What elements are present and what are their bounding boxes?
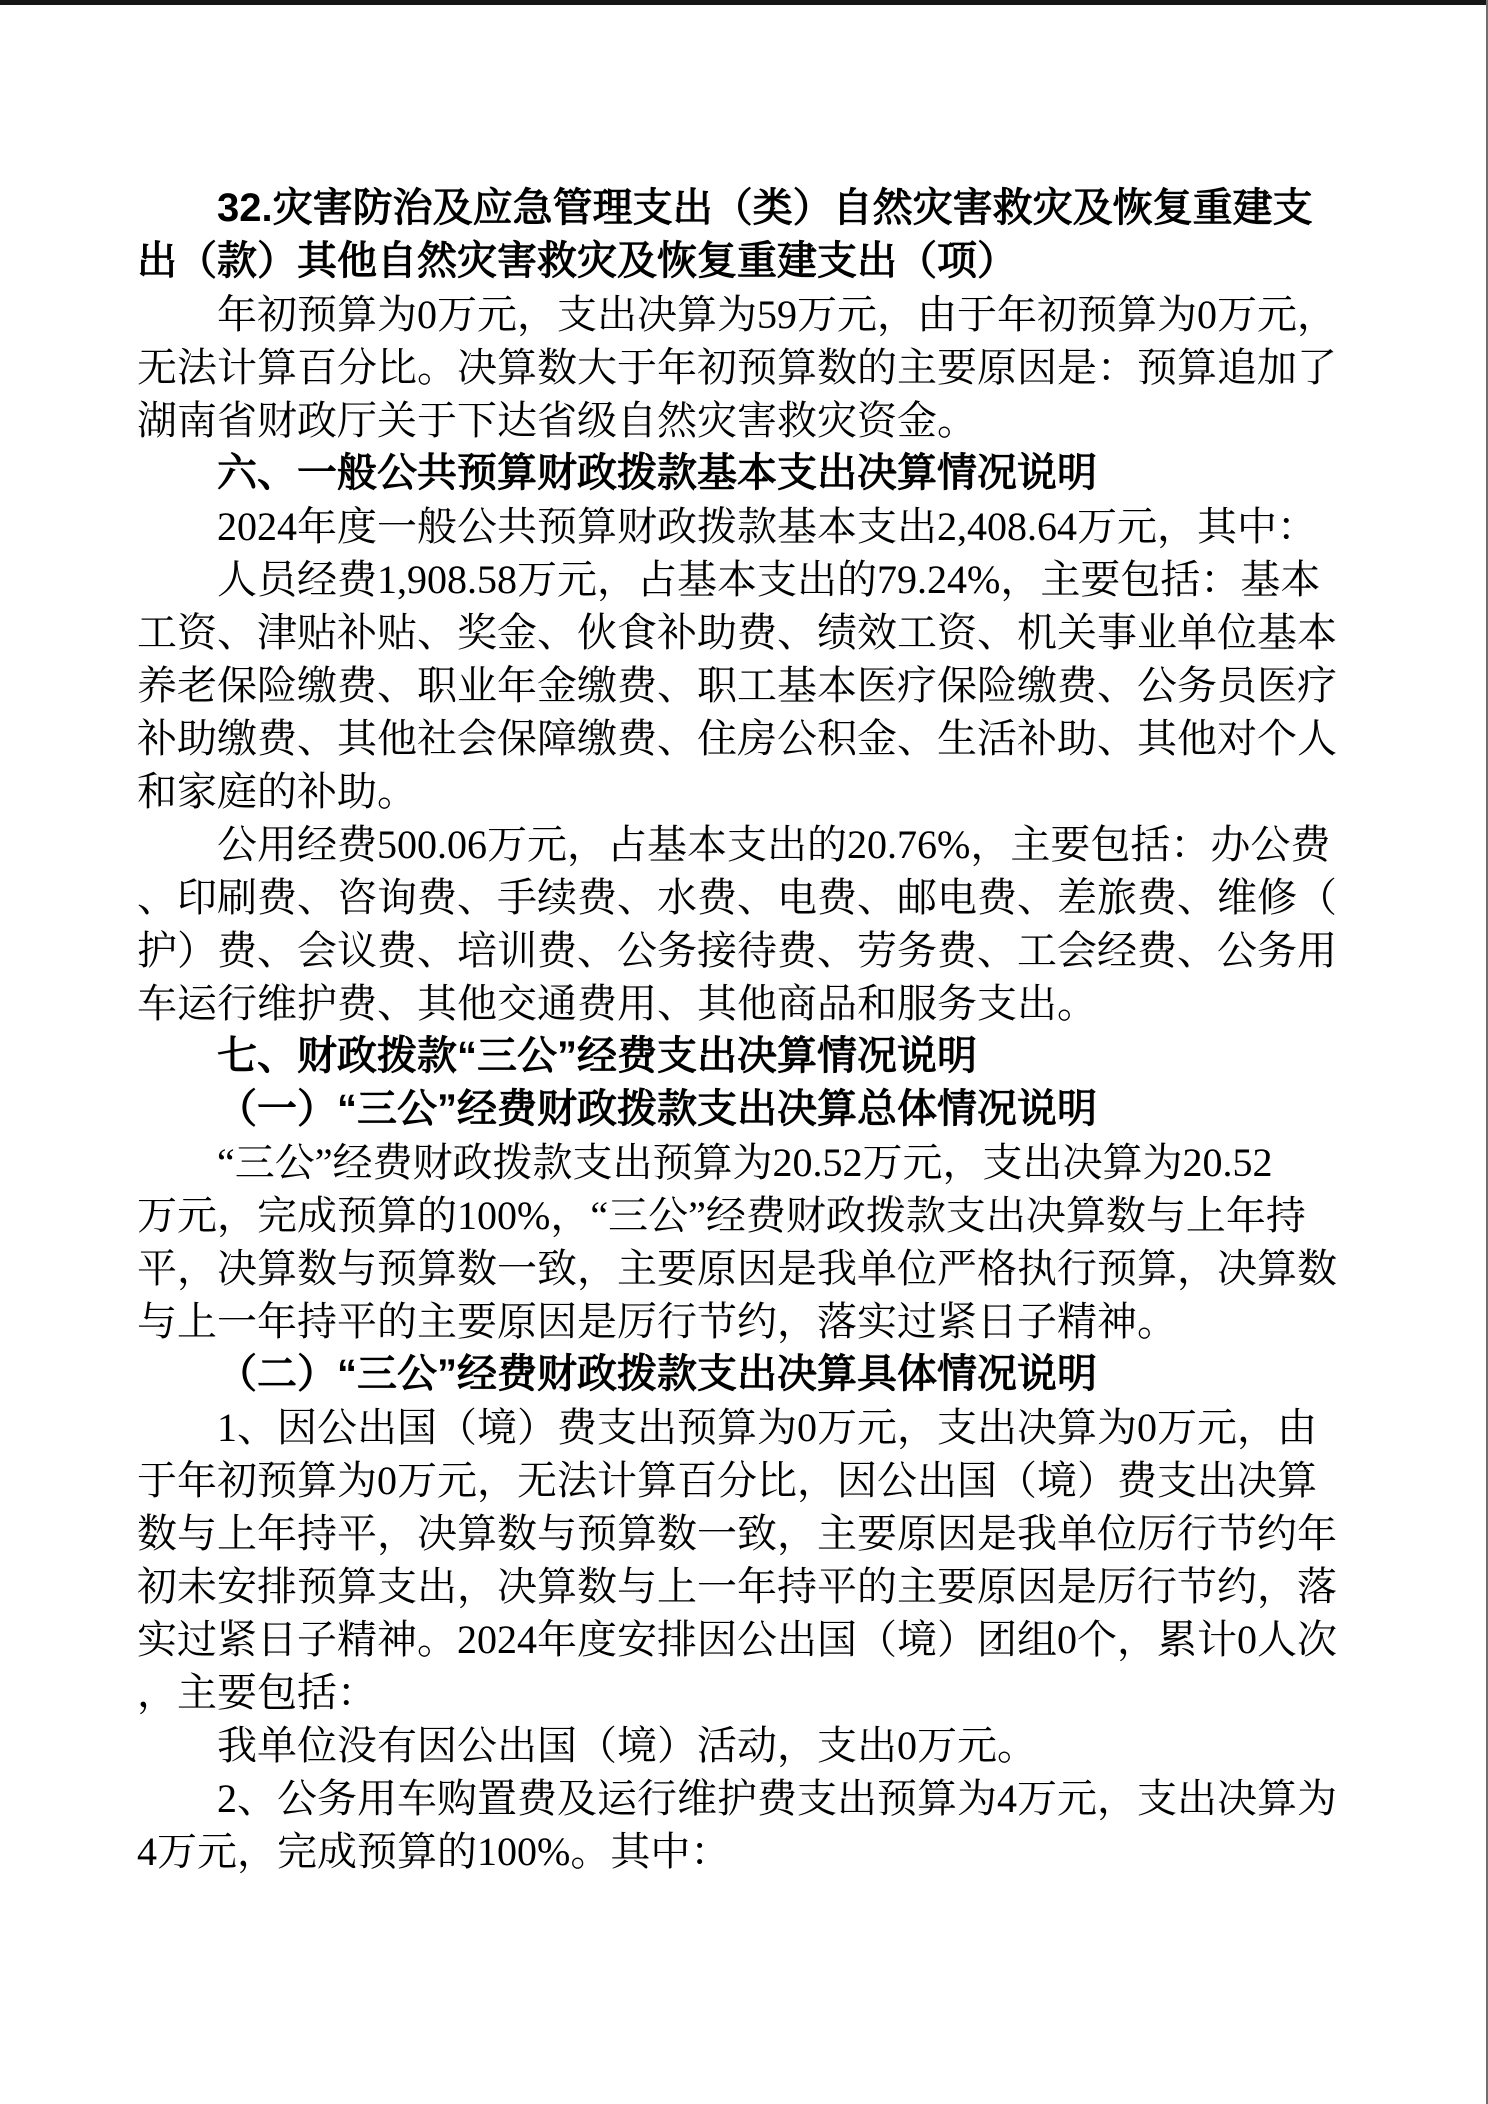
text-line: 车运行维护费、其他交通费用、其他商品和服务支出。	[137, 981, 1097, 1026]
paragraph-body	[137, 1401, 1347, 1719]
text-line: 2024年度一般公共预算财政拨款基本支出2,408.64万元，其中：	[217, 504, 1317, 549]
paragraph-heading	[137, 1348, 1347, 1401]
text-line: 出（款）其他自然灾害救灾及恢复重建支出（项）	[137, 239, 1017, 283]
text-line: 公用经费500.06万元，占基本支出的20.76%，主要包括：办公费	[217, 822, 1331, 867]
text-line: 养老保险缴费、职业年金缴费、职工基本医疗保险缴费、公务员医疗	[137, 663, 1337, 708]
paragraph-body	[137, 1136, 1347, 1348]
paragraph-heading	[137, 1030, 1347, 1083]
text-line: 年初预算为0万元，支出决算为59万元，由于年初预算为0万元，	[217, 292, 1337, 337]
paragraph-body	[137, 553, 1347, 818]
text-line: 我单位没有因公出国（境）活动，支出0万元。	[217, 1723, 1037, 1768]
text-line: （一）“三公”经费财政拨款支出决算总体情况说明	[217, 1087, 1097, 1131]
text-line: 六、一般公共预算财政拨款基本支出决算情况说明	[217, 451, 1097, 495]
text-line: 于年初预算为0万元，无法计算百分比，因公出国（境）费支出决算	[137, 1458, 1317, 1503]
paragraph-heading	[137, 447, 1347, 500]
text-line: 无法计算百分比。决算数大于年初预算数的主要原因是：预算追加了	[137, 345, 1337, 390]
text-line: 32.灾害防治及应急管理支出（类）自然灾害救灾及恢复重建支	[217, 186, 1313, 230]
text-line: ，主要包括：	[137, 1670, 377, 1715]
text-line: 湖南省财政厅关于下达省级自然灾害救灾资金。	[137, 398, 977, 443]
text-line: 补助缴费、其他社会保障缴费、住房公积金、生活补助、其他对个人	[137, 716, 1337, 761]
text-line: 七、财政拨款“三公”经费支出决算情况说明	[217, 1034, 977, 1078]
document-body	[137, 182, 1347, 1878]
page-top-border	[0, 0, 1488, 5]
paragraph-heading	[137, 1083, 1347, 1136]
paragraph-heading	[137, 182, 1347, 288]
text-line: 实过紧日子精神。2024年度安排因公出国（境）团组0个，累计0人次	[137, 1617, 1337, 1662]
text-line: 人员经费1,908.58万元，占基本支出的79.24%，主要包括：基本	[217, 557, 1321, 602]
paragraph-body	[137, 1719, 1347, 1772]
text-line: 1、因公出国（境）费支出预算为0万元，支出决算为0万元，由	[217, 1405, 1317, 1450]
text-line: （二）“三公”经费财政拨款支出决算具体情况说明	[217, 1352, 1097, 1396]
text-line: 万元，完成预算的100%，“三公”经费财政拨款支出决算数与上年持	[137, 1193, 1306, 1238]
text-line: 、印刷费、咨询费、手续费、水费、电费、邮电费、差旅费、维修（	[137, 875, 1337, 920]
text-line: 和家庭的补助。	[137, 769, 417, 814]
text-line: 与上一年持平的主要原因是厉行节约，落实过紧日子精神。	[137, 1299, 1177, 1344]
text-line: 护）费、会议费、培训费、公务接待费、劳务费、工会经费、公务用	[137, 928, 1337, 973]
text-line: 4万元，完成预算的100%。其中：	[137, 1829, 731, 1874]
text-line: 工资、津贴补贴、奖金、伙食补助费、绩效工资、机关事业单位基本	[137, 610, 1337, 655]
paragraph-body	[137, 818, 1347, 1030]
text-line: 数与上年持平，决算数与预算数一致，主要原因是我单位厉行节约年	[137, 1511, 1337, 1556]
paragraph-body	[137, 1772, 1347, 1878]
paragraph-body	[137, 288, 1347, 447]
text-line: 平，决算数与预算数一致，主要原因是我单位严格执行预算，决算数	[137, 1246, 1337, 1291]
text-line: 2、公务用车购置费及运行维护费支出预算为4万元，支出决算为	[217, 1776, 1337, 1821]
paragraph-body	[137, 500, 1347, 553]
text-line: “三公”经费财政拨款支出预算为20.52万元，支出决算为20.52	[217, 1140, 1273, 1185]
text-line: 初未安排预算支出，决算数与上一年持平的主要原因是厉行节约，落	[137, 1564, 1337, 1609]
